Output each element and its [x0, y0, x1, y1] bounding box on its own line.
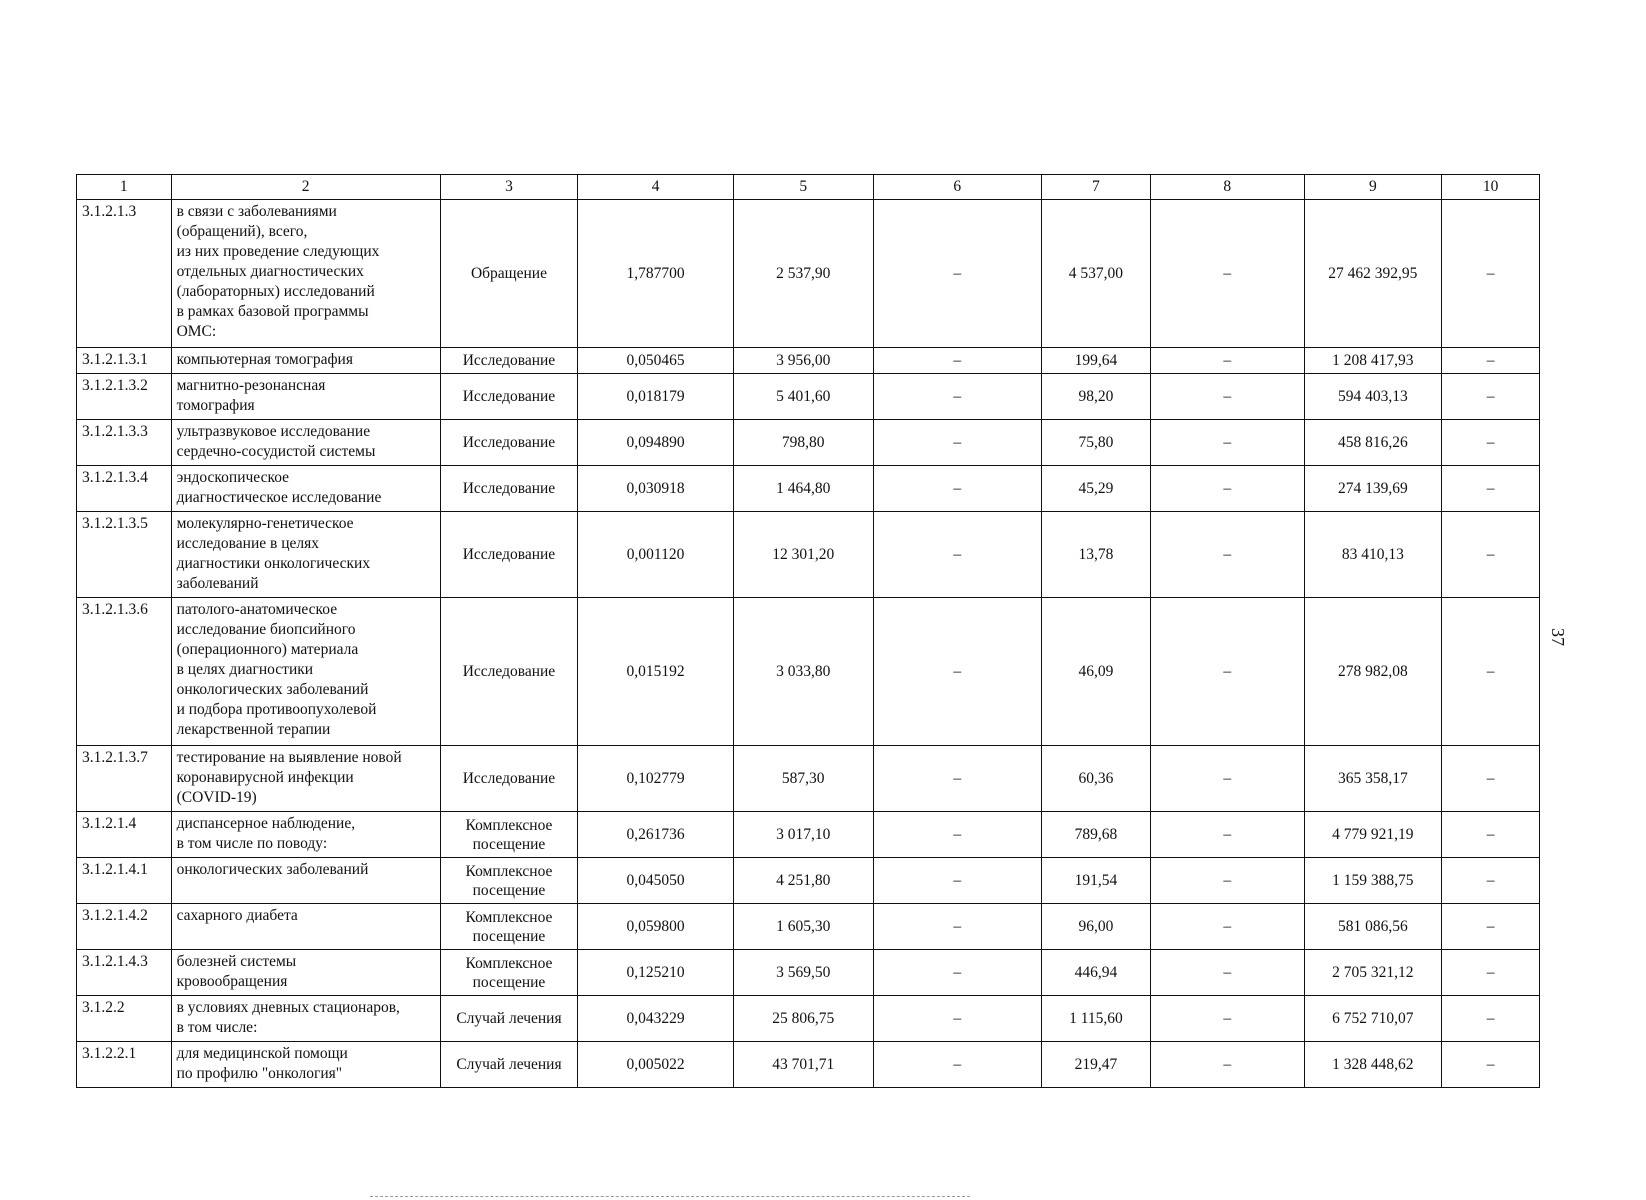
- cell-c9: 278 982,08: [1304, 598, 1442, 746]
- cell-c8: –: [1151, 812, 1304, 858]
- cell-c9: 6 752 710,07: [1304, 996, 1442, 1042]
- table-row: [77, 950, 1540, 996]
- cell-c8: –: [1151, 420, 1304, 466]
- cell-c7: 98,20: [1041, 374, 1150, 420]
- column-header: 10: [1442, 175, 1540, 200]
- cell-c8: –: [1151, 996, 1304, 1042]
- cell-c9: 1 328 448,62: [1304, 1042, 1442, 1088]
- cell-code: 3.1.2.2: [77, 996, 172, 1042]
- cell-c10: –: [1442, 904, 1540, 950]
- cell-unit: Комплексное посещение: [440, 950, 578, 996]
- column-header: 3: [440, 175, 578, 200]
- cell-c10: –: [1442, 420, 1540, 466]
- cell-c6: –: [873, 348, 1041, 374]
- cell-c8: –: [1151, 200, 1304, 348]
- cell-c4: 1,787700: [578, 200, 734, 348]
- column-header: 6: [873, 175, 1041, 200]
- cell-c7: 96,00: [1041, 904, 1150, 950]
- cell-c10: –: [1442, 466, 1540, 512]
- cell-c5: 43 701,71: [733, 1042, 873, 1088]
- cell-c5: 3 956,00: [733, 348, 873, 374]
- cell-name: в условиях дневных стационаров, в том числе:: [171, 996, 440, 1042]
- cell-c4: 0,043229: [578, 996, 734, 1042]
- cell-c6: –: [873, 996, 1041, 1042]
- cell-c6: –: [873, 746, 1041, 812]
- cell-c9: 1 208 417,93: [1304, 348, 1442, 374]
- cell-unit: Случай лечения: [440, 996, 578, 1042]
- column-header: 1: [77, 175, 172, 200]
- footer-line: [370, 1196, 970, 1197]
- cell-c7: 199,64: [1041, 348, 1150, 374]
- cell-c10: –: [1442, 812, 1540, 858]
- cell-name: для медицинской помощи по профилю "онкология": [171, 1042, 440, 1088]
- cell-c9: 594 403,13: [1304, 374, 1442, 420]
- cell-c6: –: [873, 1042, 1041, 1088]
- cell-code: 3.1.2.1.4.2: [77, 904, 172, 950]
- table-row: [77, 420, 1540, 466]
- cell-c10: –: [1442, 512, 1540, 598]
- cell-c7: 191,54: [1041, 858, 1150, 904]
- table-row: [77, 512, 1540, 598]
- cell-c7: 789,68: [1041, 812, 1150, 858]
- cell-c8: –: [1151, 950, 1304, 996]
- cell-c10: –: [1442, 858, 1540, 904]
- cell-name: эндоскопическое диагностическое исследование: [171, 466, 440, 512]
- cell-unit: Случай лечения: [440, 1042, 578, 1088]
- cell-c8: –: [1151, 1042, 1304, 1088]
- cell-c4: 0,018179: [578, 374, 734, 420]
- cell-c7: 1 115,60: [1041, 996, 1150, 1042]
- cell-c7: 219,47: [1041, 1042, 1150, 1088]
- cell-c8: –: [1151, 598, 1304, 746]
- cell-c7: 4 537,00: [1041, 200, 1150, 348]
- cell-c5: 12 301,20: [733, 512, 873, 598]
- cell-c7: 60,36: [1041, 746, 1150, 812]
- cell-c5: 25 806,75: [733, 996, 873, 1042]
- cell-c8: –: [1151, 858, 1304, 904]
- cell-unit: Исследование: [440, 598, 578, 746]
- cell-name: в связи с заболеваниями (обращений), всего, из них проведение следующих отдельных диагностических (лабораторных) исследований в рамках базовой программы ОМС:: [171, 200, 440, 348]
- cell-unit: Обращение: [440, 200, 578, 348]
- cell-c8: –: [1151, 466, 1304, 512]
- cell-c6: –: [873, 200, 1041, 348]
- cell-c9: 4 779 921,19: [1304, 812, 1442, 858]
- column-header: 4: [578, 175, 734, 200]
- cell-c4: 0,102779: [578, 746, 734, 812]
- header-row: [77, 175, 1540, 200]
- cell-c4: 0,125210: [578, 950, 734, 996]
- cell-c5: 4 251,80: [733, 858, 873, 904]
- cell-name: онкологических заболеваний: [171, 858, 440, 904]
- page-number: 37: [1548, 628, 1568, 646]
- cell-c9: 83 410,13: [1304, 512, 1442, 598]
- table-row: [77, 746, 1540, 812]
- cell-name: болезней системы кровообращения: [171, 950, 440, 996]
- cell-c10: –: [1442, 996, 1540, 1042]
- cell-c5: 798,80: [733, 420, 873, 466]
- cell-c9: 581 086,56: [1304, 904, 1442, 950]
- cell-c7: 13,78: [1041, 512, 1150, 598]
- cell-c6: –: [873, 812, 1041, 858]
- cell-name: сахарного диабета: [171, 904, 440, 950]
- cell-c10: –: [1442, 746, 1540, 812]
- cell-c6: –: [873, 374, 1041, 420]
- cell-code: 3.1.2.1.3.5: [77, 512, 172, 598]
- cell-c9: 458 816,26: [1304, 420, 1442, 466]
- cell-name: диспансерное наблюдение, в том числе по поводу:: [171, 812, 440, 858]
- cell-c7: 446,94: [1041, 950, 1150, 996]
- cell-code: 3.1.2.1.3.6: [77, 598, 172, 746]
- cell-c9: 274 139,69: [1304, 466, 1442, 512]
- cell-c4: 0,094890: [578, 420, 734, 466]
- cell-code: 3.1.2.1.3.3: [77, 420, 172, 466]
- cell-c5: 1 464,80: [733, 466, 873, 512]
- table-row: [77, 996, 1540, 1042]
- cell-c6: –: [873, 950, 1041, 996]
- table-body: [77, 200, 1540, 1088]
- table-row: [77, 598, 1540, 746]
- column-header: 8: [1151, 175, 1304, 200]
- cell-unit: Исследование: [440, 746, 578, 812]
- cell-c10: –: [1442, 200, 1540, 348]
- cell-c10: –: [1442, 950, 1540, 996]
- cell-c4: 0,001120: [578, 512, 734, 598]
- column-header: 5: [733, 175, 873, 200]
- cell-c8: –: [1151, 746, 1304, 812]
- column-header: 7: [1041, 175, 1150, 200]
- cell-c4: 0,261736: [578, 812, 734, 858]
- table-row: [77, 348, 1540, 374]
- cell-code: 3.1.2.1.3: [77, 200, 172, 348]
- cell-code: 3.1.2.2.1: [77, 1042, 172, 1088]
- cell-unit: Исследование: [440, 512, 578, 598]
- cell-c10: –: [1442, 374, 1540, 420]
- cell-c8: –: [1151, 348, 1304, 374]
- cell-c5: 1 605,30: [733, 904, 873, 950]
- cell-c10: –: [1442, 1042, 1540, 1088]
- cell-c5: 5 401,60: [733, 374, 873, 420]
- cell-c5: 3 017,10: [733, 812, 873, 858]
- cell-c6: –: [873, 858, 1041, 904]
- cell-c8: –: [1151, 374, 1304, 420]
- cell-name: патолого-анатомическое исследование биопсийного (операционного) материала в целях диагностики онкологических заболеваний и подбора противоопухолевой лекарственной терапии: [171, 598, 440, 746]
- cell-code: 3.1.2.1.3.1: [77, 348, 172, 374]
- table-row: [77, 466, 1540, 512]
- cell-c7: 46,09: [1041, 598, 1150, 746]
- cell-code: 3.1.2.1.3.2: [77, 374, 172, 420]
- cell-c9: 365 358,17: [1304, 746, 1442, 812]
- cell-unit: Исследование: [440, 374, 578, 420]
- table-row: [77, 1042, 1540, 1088]
- cell-name: магнитно-резонансная томография: [171, 374, 440, 420]
- table-row: [77, 812, 1540, 858]
- cell-c6: –: [873, 420, 1041, 466]
- cell-c6: –: [873, 512, 1041, 598]
- cell-unit: Комплексное посещение: [440, 812, 578, 858]
- cell-unit: Комплексное посещение: [440, 858, 578, 904]
- cell-code: 3.1.2.1.4.3: [77, 950, 172, 996]
- cell-c8: –: [1151, 512, 1304, 598]
- cell-c4: 0,030918: [578, 466, 734, 512]
- cell-c5: 3 569,50: [733, 950, 873, 996]
- cell-c6: –: [873, 598, 1041, 746]
- cell-c7: 75,80: [1041, 420, 1150, 466]
- cell-c9: 1 159 388,75: [1304, 858, 1442, 904]
- cell-c8: –: [1151, 904, 1304, 950]
- cell-name: тестирование на выявление новой коронавирусной инфекции (COVID-19): [171, 746, 440, 812]
- cell-c10: –: [1442, 598, 1540, 746]
- cell-c9: 27 462 392,95: [1304, 200, 1442, 348]
- table-row: [77, 200, 1540, 348]
- table-row: [77, 858, 1540, 904]
- cell-c7: 45,29: [1041, 466, 1150, 512]
- table-row: [77, 904, 1540, 950]
- cell-c5: 3 033,80: [733, 598, 873, 746]
- column-header: 2: [171, 175, 440, 200]
- column-header: 9: [1304, 175, 1442, 200]
- cell-c4: 0,005022: [578, 1042, 734, 1088]
- cell-c4: 0,050465: [578, 348, 734, 374]
- cell-unit: Исследование: [440, 420, 578, 466]
- cell-c4: 0,045050: [578, 858, 734, 904]
- cell-unit: Комплексное посещение: [440, 904, 578, 950]
- cell-name: молекулярно-генетическое исследование в целях диагностики онкологических заболеваний: [171, 512, 440, 598]
- cell-c4: 0,059800: [578, 904, 734, 950]
- cell-name: ультразвуковое исследование сердечно-сосудистой системы: [171, 420, 440, 466]
- cell-c5: 2 537,90: [733, 200, 873, 348]
- cell-code: 3.1.2.1.4.1: [77, 858, 172, 904]
- cell-c4: 0,015192: [578, 598, 734, 746]
- cell-name: компьютерная томография: [171, 348, 440, 374]
- data-table: [76, 174, 1540, 1088]
- cell-c9: 2 705 321,12: [1304, 950, 1442, 996]
- cell-c10: –: [1442, 348, 1540, 374]
- cell-c6: –: [873, 466, 1041, 512]
- cell-unit: Исследование: [440, 348, 578, 374]
- cell-code: 3.1.2.1.4: [77, 812, 172, 858]
- cell-c5: 587,30: [733, 746, 873, 812]
- cell-unit: Исследование: [440, 466, 578, 512]
- cell-code: 3.1.2.1.3.4: [77, 466, 172, 512]
- cell-code: 3.1.2.1.3.7: [77, 746, 172, 812]
- cell-c6: –: [873, 904, 1041, 950]
- table-row: [77, 374, 1540, 420]
